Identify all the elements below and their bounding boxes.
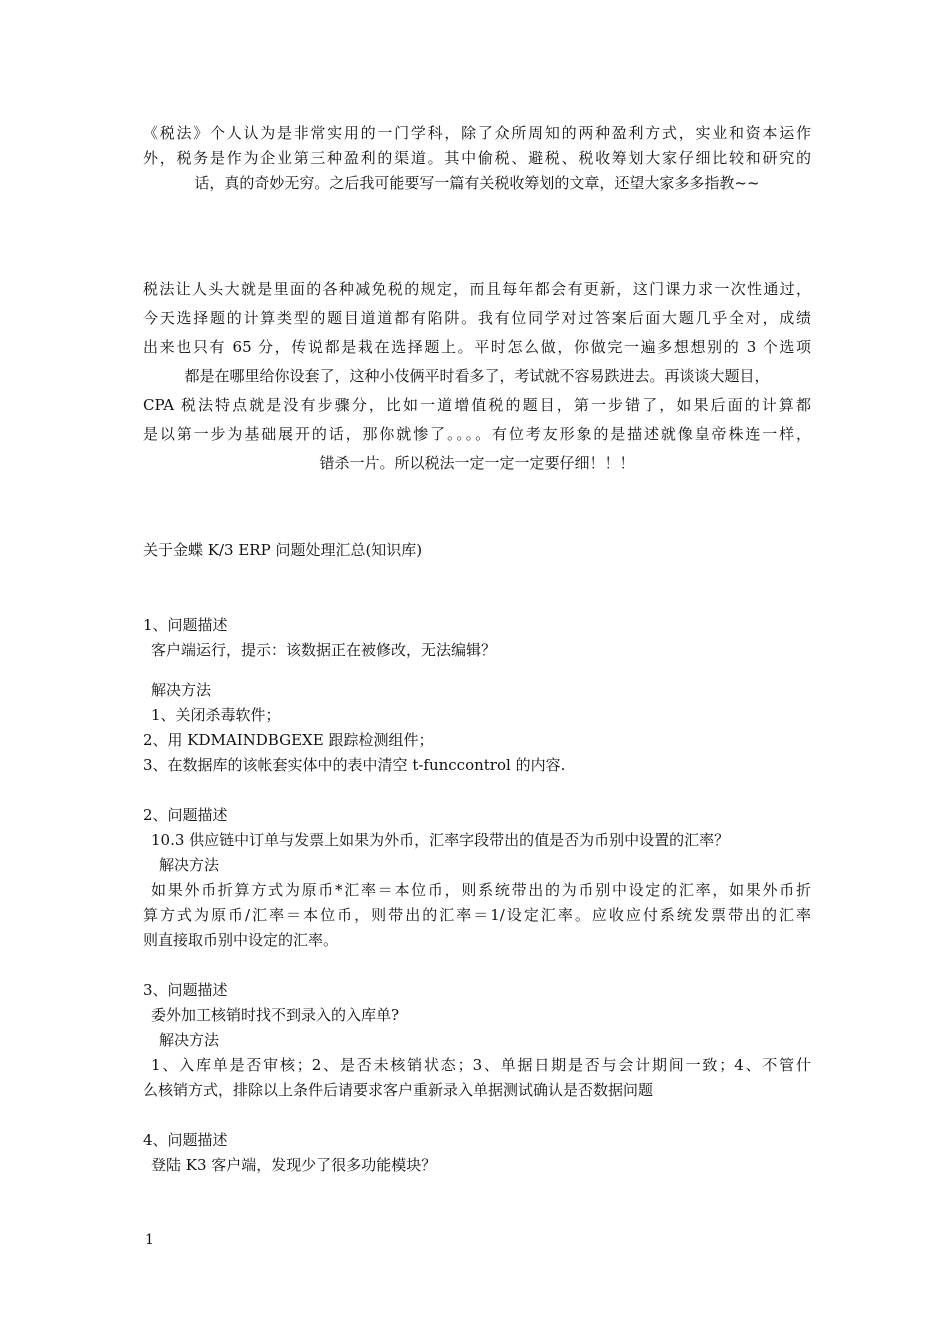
intro-paragraph <box>143 121 811 196</box>
q1-question: 客户端运行，提示：该数据正在被修改，无法编辑？ <box>151 641 497 659</box>
q1-step: 2、用 KDMAINDBGEXE 跟踪检测组件； <box>143 731 434 749</box>
q4-question: 登陆 K3 客户端，发现少了很多功能模块？ <box>151 1156 437 1174</box>
page-number: 1 <box>145 1232 154 1248</box>
paragraph-line: 都是在哪里给你设套了，这种小伎俩平时看多了，考试就不容易跌进去。再谈谈大题目， <box>184 367 770 385</box>
paragraph-line: 《税法》个人认为是非常实用的一门学科，除了众所周知的两种盈利方式，实业和资本运作 <box>143 124 811 142</box>
q2-answer-line: 算方式为原币/汇率＝本位币，则带出的汇率＝1/设定汇率。应收应付系统发票带出的汇率 <box>143 906 811 924</box>
q2-answer-line: 如果外币折算方式为原币*汇率＝本位币，则系统带出的为币别中设定的汇率，如果外币折 <box>151 881 811 899</box>
section-title: 关于金蝶 K/3 ERP 问题处理汇总(知识库) <box>143 541 423 559</box>
q2-question: 10.3 供应链中订单与发票上如果为外币，汇率字段带出的值是否为币别中设置的汇率？ <box>151 831 730 849</box>
q1-solution-label: 解决方法 <box>151 681 212 699</box>
paragraph-line: 出来也只有 65 分，传说都是栽在选择题上。平时怎么做，你做完一遍多想想别的 3 个选项 <box>143 338 811 356</box>
paragraph-line: CPA 税法特点就是没有步骤分，比如一道增值税的题目，第一步错了，如果后面的计算都 <box>143 396 811 414</box>
paragraph-line: 是以第一步为基础展开的话，那你就惨了。。。。有位考友形象的是描述就像皇帝株连一样， <box>143 425 811 443</box>
q1-step: 1、关闭杀毒软件； <box>151 706 281 724</box>
q3-heading: 3、问题描述 <box>143 981 228 999</box>
q2-heading: 2、问题描述 <box>143 806 228 824</box>
q4-heading: 4、问题描述 <box>143 1131 228 1149</box>
tax-law-paragraph <box>143 275 811 478</box>
q1-step: 3、在数据库的该帐套实体中的表中清空 t-funccontrol 的内容. <box>143 756 566 774</box>
q2-answer-line: 则直接取币别中设定的汇率。 <box>143 931 339 949</box>
paragraph-line: 税法让人头大就是里面的各种减免税的规定，而且每年都会有更新，这门课力求一次性通过， <box>143 280 811 298</box>
paragraph-line: 今天选择题的计算类型的题目道道都有陷阱。我有位同学对过答案后面大题几乎全对，成绩 <box>143 309 811 327</box>
q3-answer-line: 1、入库单是否审核；2、是否未核销状态；3、单据日期是否与会计期间一致；4、不管什 <box>151 1056 811 1074</box>
q2-solution-label: 解决方法 <box>159 856 220 874</box>
q3-answer-line: 么核销方式，排除以上条件后请要求客户重新录入单据测试确认是否数据问题 <box>143 1081 654 1099</box>
knowledge-base-section <box>143 538 811 1178</box>
q3-question: 委外加工核销时找不到录入的入库单? <box>151 1006 400 1024</box>
paragraph-line: 话，真的奇妙无穷。之后我可能要写一篇有关税收筹划的文章，还望大家多多指教~~ <box>194 174 760 192</box>
paragraph-line: 外，税务是作为企业第三种盈利的渠道。其中偷税、避税、税收筹划大家仔细比较和研究的 <box>143 149 811 167</box>
paragraph-line: 错杀一片。所以税法一定一定一定要仔细！！！ <box>319 454 635 472</box>
q3-solution-label: 解决方法 <box>159 1031 220 1049</box>
q1-heading: 1、问题描述 <box>143 616 228 634</box>
